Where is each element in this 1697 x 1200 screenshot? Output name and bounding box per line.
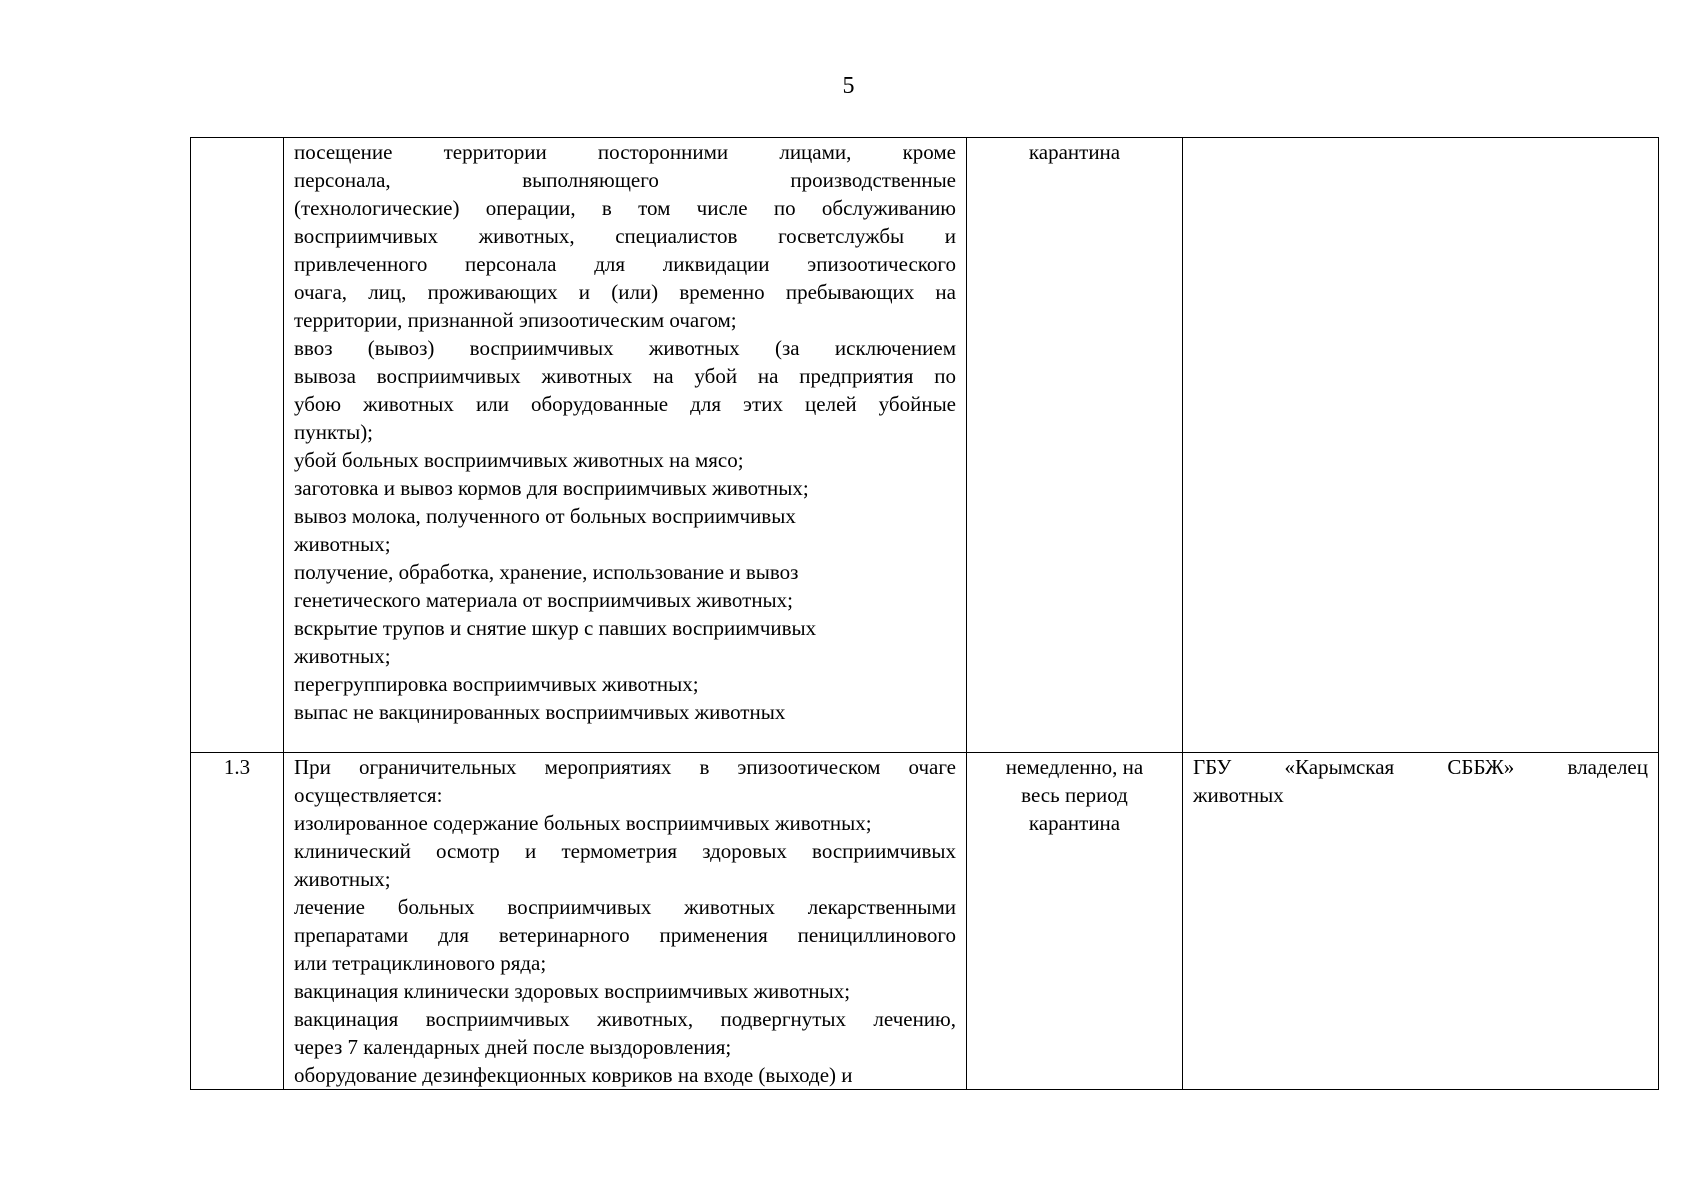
table-row [191,138,1659,753]
measure-text-line: или тетрациклинового ряда; [294,951,547,975]
page-number: 5 [842,73,855,99]
responsible-text-line: животных [1193,783,1284,807]
measure-text-line: территории, признанной эпизоотическим очагом; [294,308,737,332]
measure-text-line: заготовка и вывоз кормов для восприимчивых животных; [294,476,809,500]
measure-text-line: убой больных восприимчивых животных на мясо; [294,448,744,472]
measure-text-line: вскрытие трупов и снятие шкур с павших восприимчивых [294,616,817,640]
deadline-text-line: карантина [1028,811,1121,835]
deadline-text-line: весь период [1021,783,1128,807]
measure-text-line: вакцинация восприимчивых животных, подвергнутых лечению, [294,1007,956,1031]
measure-text-line: оборудование дезинфекционных ковриков на входе (выходе) и [294,1063,853,1087]
measure-description-cell [284,753,967,1090]
measure-text-line: очага, лиц, проживающих и (или) временно пребывающих на [294,280,956,304]
measure-text-line: персонала, выполняющего производственные [294,168,956,192]
measure-text-line: пункты); [294,420,374,444]
deadline-text-line: карантина [1028,140,1121,164]
measure-text-line: лечение больных восприимчивых животных лекарственными [294,895,956,919]
responsible-cell [1183,138,1659,753]
measure-text-line: убою животных или оборудованные для этих целей убойные [294,392,956,416]
measure-text-line: изолированное содержание больных восприимчивых животных; [294,811,872,835]
measure-text-line: При ограничительных мероприятиях в эпизоотическом очаге [294,755,956,779]
table-row [191,753,1659,1090]
measure-text-line: получение, обработка, хранение, использование и вывоз [294,560,799,584]
measure-text-line: вывоза восприимчивых животных на убой на предприятия по [294,364,956,388]
measure-text-line: восприимчивых животных, специалистов госветслужбы и [294,224,956,248]
responsible-text-line: ГБУ «Карымская СББЖ» владелец [1193,755,1648,779]
measure-text-line: животных; [294,644,391,668]
measure-text-line: препаратами для ветеринарного применения пенициллинового [294,923,956,947]
measures-table-body [191,138,1659,1090]
deadline-cell [967,138,1183,753]
measure-text-line: (технологические) операции, в том числе по обслуживанию [294,196,956,220]
measure-description-cell [284,138,967,753]
item-number-cell [191,138,284,753]
measure-text-line: вакцинация клинически здоровых восприимчивых животных; [294,979,851,1003]
item-number-cell: 1.3 [191,753,284,1090]
measure-text-line: животных; [294,867,391,891]
measure-text-line: животных; [294,532,391,556]
measure-text-line: клинический осмотр и термометрия здоровых восприимчивых [294,839,956,863]
measure-text-line: через 7 календарных дней после выздоровления; [294,1035,732,1059]
measure-text-line: посещение территории посторонними лицами, кроме [294,140,956,164]
measure-text-line: осуществляется: [294,783,443,807]
deadline-text-line: немедленно, на [1005,755,1144,779]
measure-text-line: перегруппировка восприимчивых животных; [294,672,699,696]
responsible-cell [1183,753,1659,1090]
measure-text-line: выпас не вакцинированных восприимчивых животных [294,700,786,724]
measure-text-line: вывоз молока, полученного от больных восприимчивых [294,504,796,528]
measure-text-line: привлеченного персонала для ликвидации эпизоотического [294,252,956,276]
deadline-cell [967,753,1183,1090]
measure-text-line: ввоз (вывоз) восприимчивых животных (за исключением [294,336,956,360]
measures-table [190,137,1659,1090]
measure-text-line: генетического материала от восприимчивых животных; [294,588,793,612]
